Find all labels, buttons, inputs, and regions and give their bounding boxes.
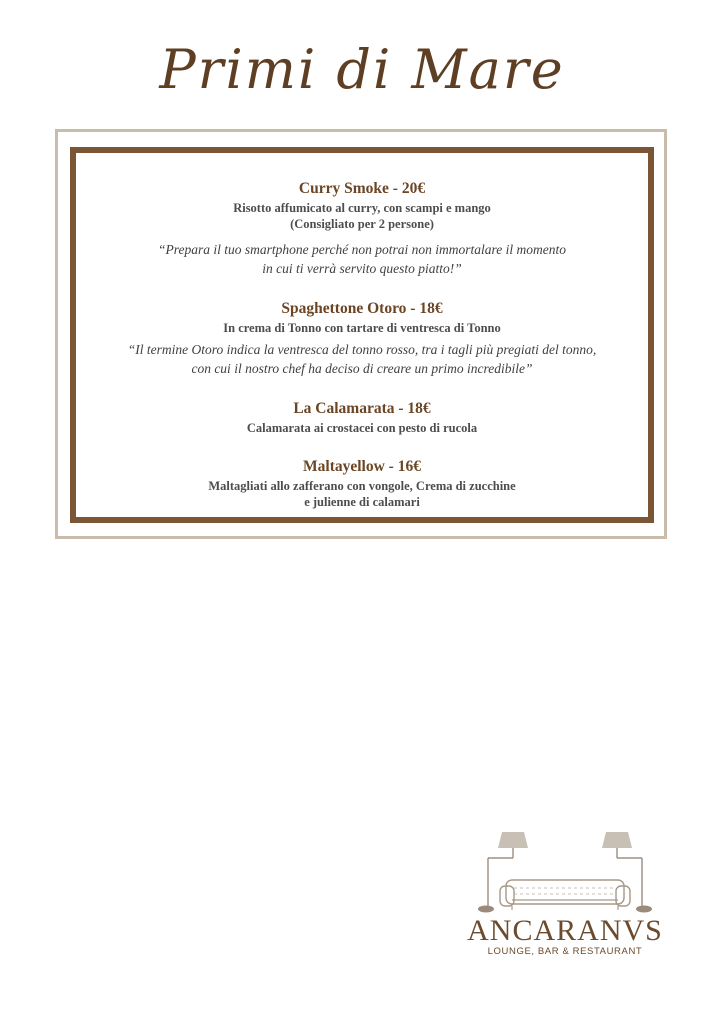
dish-description: In crema di Tonno con tartare di ventresca di Tonno (223, 321, 501, 335)
logo-tagline: LOUNGE, BAR & RESTAURANT (487, 946, 643, 957)
dish-quote-line: “Il termine Otoro indica la ventresca del tonno rosso, tra i tagli più pregiati del tonno, (127, 342, 597, 357)
lamp-sofa-icon (462, 828, 668, 918)
dish-description: Maltagliati allo zafferano con vongole, Crema di zucchine (208, 479, 516, 493)
dish-quote-line: in cui ti verrà servito questo piatto!” (262, 261, 462, 276)
menu-item (75, 456, 649, 510)
dish-name: Maltayellow - 16€ (303, 458, 421, 475)
dish-description: Calamarata ai crostacei con pesto di rucola (246, 421, 478, 435)
dish-quote-line: “Prepara il tuo smartphone perché non potrai non immortalare il momento (158, 242, 566, 257)
dish-description-line2: e julienne di calamari (304, 495, 420, 509)
dish-name: Spaghettone Otoro - 18€ (281, 300, 443, 317)
restaurant-logo (462, 828, 668, 958)
dish-description: Risotto affumicato al curry, con scampi e mango (233, 201, 491, 215)
menu-item (75, 178, 649, 278)
dish-note: (Consigliato per 2 persone) (290, 217, 434, 231)
menu-list (75, 178, 649, 530)
logo-wordmark: ANCARANVS (467, 914, 663, 947)
page-title: Primi di Mare (159, 38, 565, 101)
dish-name: Curry Smoke - 20€ (298, 180, 426, 197)
dish-quote-line: con cui il nostro chef ha deciso di creare un primo incredibile” (191, 361, 533, 376)
dish-name: La Calamarata - 18€ (293, 400, 431, 417)
dish-quote (75, 240, 649, 278)
menu-item (75, 298, 649, 378)
menu-item (75, 398, 649, 436)
dish-quote (75, 340, 649, 378)
